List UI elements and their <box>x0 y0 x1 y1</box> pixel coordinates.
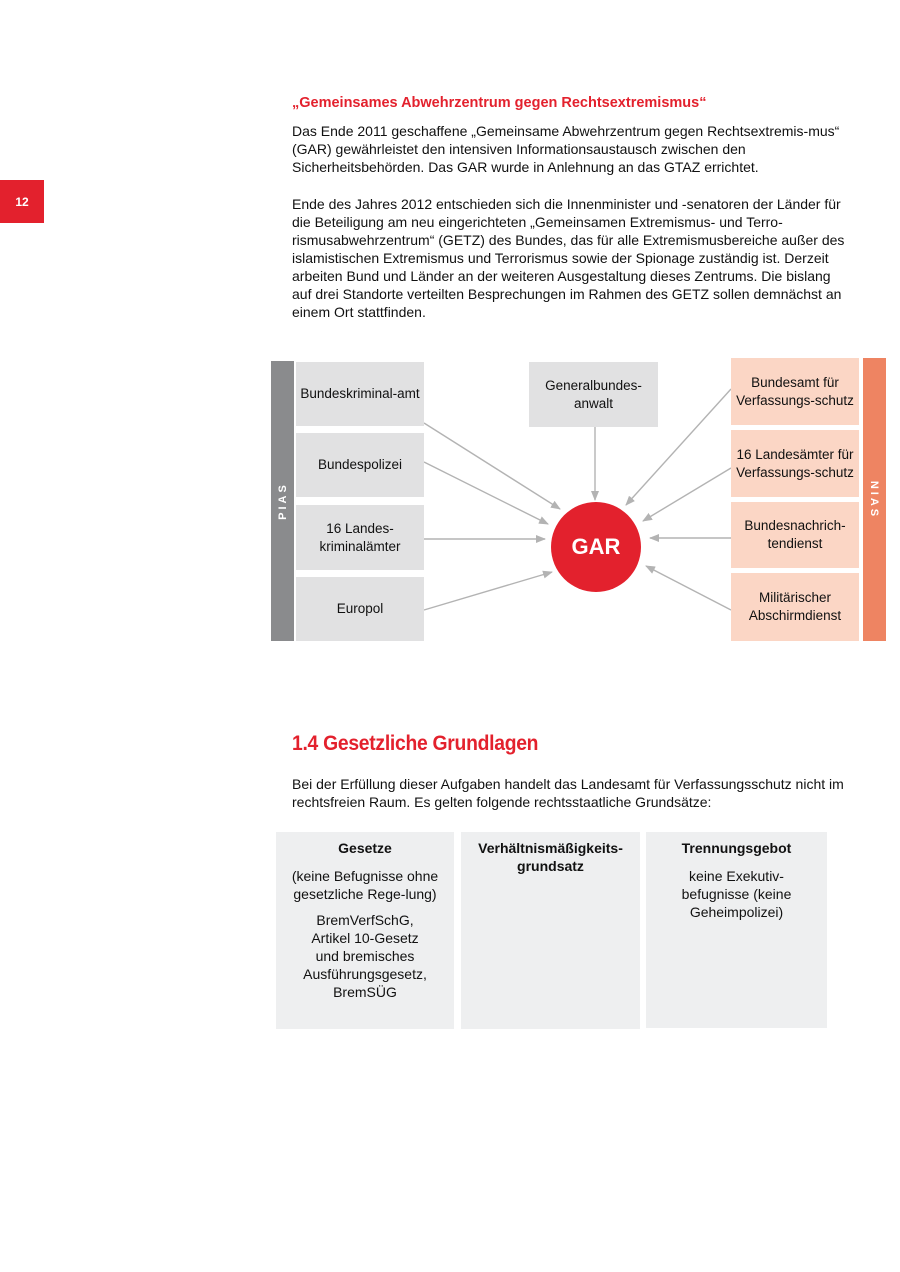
principle-trennungsgebot <box>646 832 827 1028</box>
box-bundesnachrichtendienst: Bundesnachrich-tendienst <box>731 502 859 568</box>
section-heading: „Gemeinsames Abwehrzentrum gegen Rechtsextremismus“ <box>292 95 707 111</box>
principle-text: (keine Befugnisse ohne gesetzliche Rege-lung) <box>291 868 439 902</box>
principle-title: Verhältnismäßigkeits-grundsatz <box>478 840 623 874</box>
arrow-lfv <box>643 468 731 521</box>
subsection-heading: 1.4 Gesetzliche Grundlagen <box>292 732 539 755</box>
principle-text: BremVerfSchG, Artikel 10-Gesetz und bremisches Ausführungsgesetz, BremSÜG <box>303 912 427 1000</box>
principle-title: Trennungsgebot <box>681 840 792 856</box>
principle-gesetze <box>276 832 454 1029</box>
box-landeskriminalaemter: 16 Landes-kriminalämter <box>296 505 424 570</box>
box-bundeskriminalamt: Bundeskriminal-amt <box>296 362 424 426</box>
arrow-bundespolizei <box>424 462 548 524</box>
box-militaerischer-abschirmdienst: Militärischer Abschirmdienst <box>731 573 859 641</box>
principle-title: Gesetze <box>338 840 392 856</box>
principle-verhaeltnismaessigkeit <box>461 832 640 1029</box>
box-landesaemter-verfassungsschutz: 16 Landesämter für Verfassungs-schutz <box>731 430 859 497</box>
gar-circle: GAR <box>551 502 641 592</box>
pias-bar <box>271 361 294 641</box>
nias-bar <box>863 358 886 641</box>
principle-text: keine Exekutiv-befugnisse (keine Geheimpolizei) <box>681 868 792 920</box>
pias-label: PIAS <box>276 482 289 520</box>
paragraph-getz: Ende des Jahres 2012 entschieden sich die Innenminister und -senatoren der Länder für die Beteiligung am neu eingerichteten „Gemeinsamen Extremismus- und Terro-rismusabwehrzentrum“ (GETZ) des Bundes, das für alle Extremismusbereiche außer des islamistischen Extremismus und Terrorismus sowie der Spionage zuständig ist. Derzeit arbeiten Bund und Länder an der weiteren Ausgestaltung dieses Zentrums. Die bislang auf drei Standorte verteilten Besprechungen im Rahmen des GETZ sollen demnächst an einem Ort stattfinden. <box>292 196 845 320</box>
arrow-mad <box>646 566 731 610</box>
nias-label: NIAS <box>868 480 881 519</box>
box-generalbundesanwalt: Generalbundes-anwalt <box>529 362 658 427</box>
box-bundespolizei: Bundespolizei <box>296 433 424 497</box>
arrow-europol <box>424 572 552 610</box>
gar-diagram <box>270 358 887 643</box>
paragraph-gar-intro: Das Ende 2011 geschaffene „Gemeinsame Abwehrzentrum gegen Rechtsextremis-mus“ (GAR) gewährleistet den intensiven Informationsaustausch zwischen den Sicherheitsbehörden. Das GAR wurde in Anlehnung an das GTAZ errichtet. <box>292 123 840 175</box>
box-europol: Europol <box>296 577 424 641</box>
box-bundesamt-verfassungsschutz: Bundesamt für Verfassungs-schutz <box>731 358 859 425</box>
paragraph-legal-intro: Bei der Erfüllung dieser Aufgaben handelt das Landesamt für Verfassungsschutz nicht im rechtsfreien Raum. Es gelten folgende rechtsstaatliche Grundsätze: <box>292 776 844 810</box>
page-number: 12 <box>0 180 44 223</box>
